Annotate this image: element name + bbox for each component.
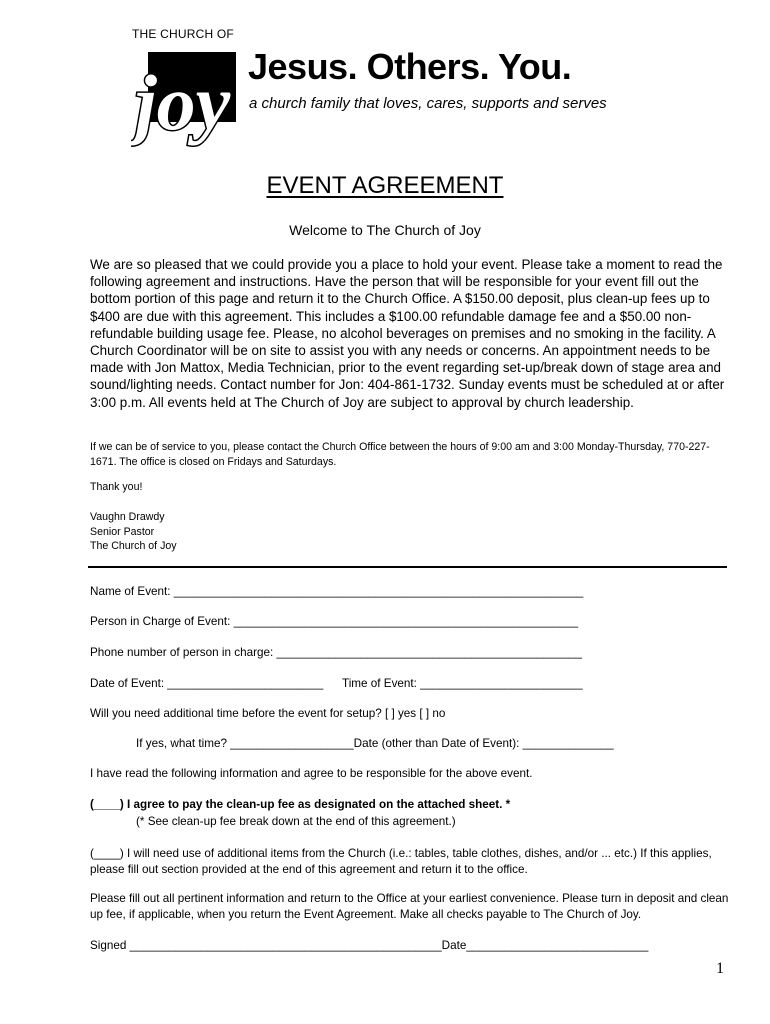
page-number: 1 (716, 960, 724, 977)
setup-time-question[interactable]: Will you need additional time before the event for setup? [ ] yes [ ] no (90, 707, 446, 720)
time-of-event-field[interactable]: Time of Event: _________________________ (342, 677, 583, 690)
page-title-text: EVENT AGREEMENT (266, 172, 504, 199)
church-of-joy-logo (131, 43, 239, 150)
agree-cleanup-fee-field[interactable]: (____) I agree to pay the clean-up fee as designated on the attached sheet. * (90, 798, 511, 811)
intro-paragraph: We are so pleased that we could provide you a place to hold your event. Please take a moment to read the following agreement and instructions. Have the person that will be responsible for your event fill out the bottom portion of this page and return it to the Church Office. A $150.00 deposit, plus clean-up fees up to $400 are due with this agreement. This includes a $100.00 refundable damage fee and a $50.00 non-refundable building usage fee. Please, no alcohol beverages on premises and no smoking in the facility. A Church Coordinator will be on site to assist you with any needs or concerns. An appointment needs to be made with Jon Mattox, Media Technician, prior to the event regarding set-up/break down of stage area and sound/lighting needs. Contact number for Jon: 404-861-1732. Sunday events must be scheduled at or after 3:00 p.m. All events held at The Church of Joy are subject to approval by church leadership. (90, 257, 725, 410)
date-of-event-field[interactable]: Date of Event: ________________________ (90, 677, 324, 690)
additional-items-field[interactable]: (____) I will need use of additional items from the Church (i.e.: tables, table clothes, dishes, and/or ... etc.) If this applies, please fill out section provided at the end of this agreement and return it to the office. (90, 847, 712, 876)
signature-date-field[interactable]: Signed ________________________________________________Date____________________________ (90, 939, 649, 952)
logo-small-text: THE CHURCH OF (132, 27, 234, 41)
thank-you-text: Thank you! (90, 481, 143, 493)
contact-paragraph: If we can be of service to you, please contact the Church Office between the hours of 9:00 am and 3:00 Monday-Thursday, 770-227-1671. The office is closed on Fridays and Saturdays. (90, 441, 710, 468)
phone-number-field[interactable]: Phone number of person in charge: _______________________________________________ (90, 646, 582, 659)
svg-text:joy: joy (135, 59, 231, 146)
return-instructions: Please fill out all pertinent information and return to the Office at your earliest convenience. Please turn in deposit and clean up fee, if applicable, when you return the Event Agreement. Make all checks payable to The Church of Joy. (90, 892, 729, 921)
setup-time-details-field[interactable]: If yes, what time? ___________________Date (other than Date of Event): ______________ (136, 737, 614, 750)
welcome-heading: Welcome to The Church of Joy (289, 222, 481, 238)
acknowledgement-text: I have read the following information and agree to be responsible for the above event. (90, 767, 533, 780)
pastor-name: Vaughn Drawdy (90, 511, 165, 523)
section-divider (88, 566, 727, 568)
pastor-role: Senior Pastor (90, 525, 155, 538)
cleanup-fee-note: (* See clean-up fee break down at the end of this agreement.) (136, 815, 456, 828)
name-of-event-field[interactable]: Name of Event: _______________________________________________________________ (90, 585, 584, 598)
tagline-main: Jesus. Others. You. (248, 46, 572, 87)
page-title (0, 172, 770, 200)
pastor-org: The Church of Joy (90, 540, 177, 552)
pastor-signature-block (90, 510, 177, 554)
tagline-sub: a church family that loves, cares, supports and serves (249, 95, 607, 112)
person-in-charge-field[interactable]: Person in Charge of Event: _____________________________________________________ (90, 615, 579, 628)
